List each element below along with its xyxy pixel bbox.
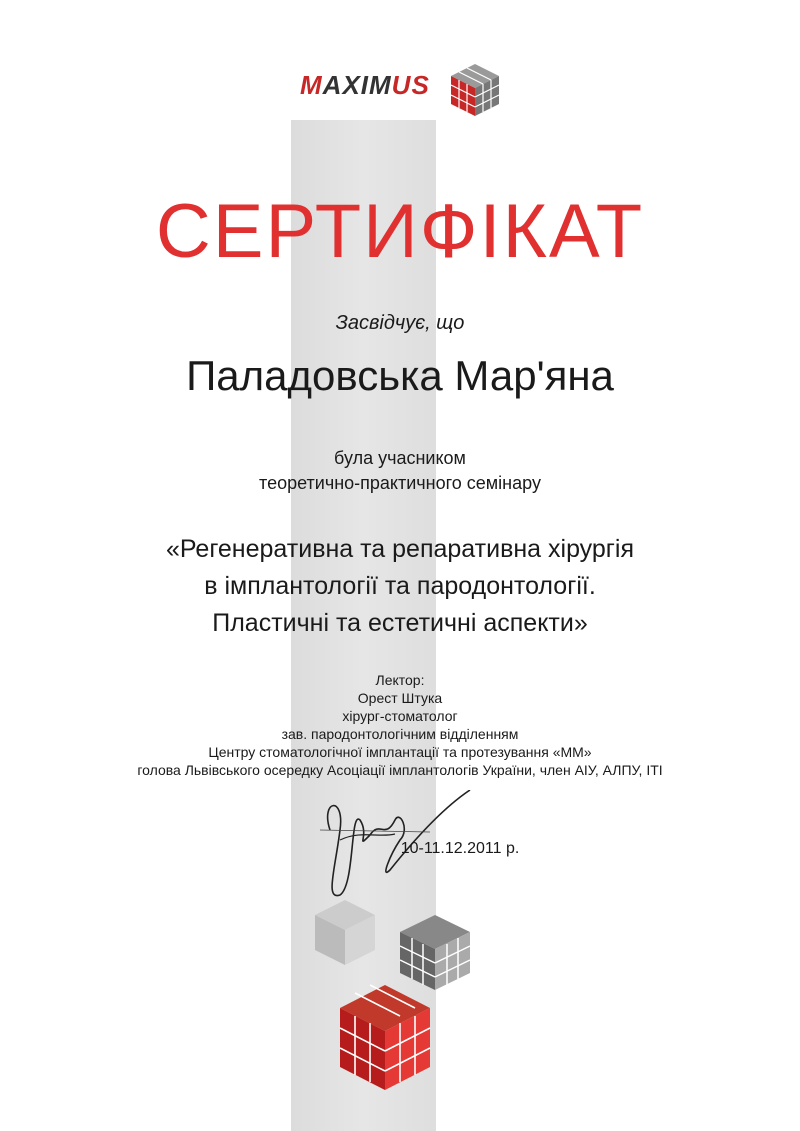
lecturer-position: хірург-стоматолог	[342, 708, 458, 724]
lecturer-label: Лектор:	[375, 672, 425, 688]
topic-line-3: Пластичні та естетичні аспекти»	[212, 609, 588, 637]
lecturer-name: Орест Штука	[357, 690, 443, 706]
decorative-cubes	[300, 880, 500, 1131]
lecturer-department: зав. пародонтологічним відділенням	[281, 726, 519, 742]
topic-line-1: «Регенеративна та репаративна хірургія	[165, 535, 635, 563]
logo-letter-m: M	[300, 70, 323, 100]
certificate-title: СЕРТИФІКАТ	[155, 189, 645, 274]
cube-logo-icon	[445, 60, 505, 120]
lecturer-head: голова Львівського осередку Асоціації імплантологів України, член АІУ, АЛПУ, ІТІ	[137, 762, 663, 778]
seminar-type: теоретично-практичного семінару	[259, 473, 541, 493]
light-cube-icon	[315, 900, 375, 965]
gray-cube-icon	[400, 915, 470, 990]
lecturer-center: Центру стоматологічної імплантації та протезування «ММ»	[208, 744, 592, 760]
participant-text: була учасником	[334, 448, 466, 468]
red-cube-icon	[340, 985, 430, 1090]
recipient-name: Паладовська Мар'яна	[186, 352, 614, 399]
certifies-text: Засвідчує, що	[335, 312, 465, 334]
logo-letters-axim: AXIM	[322, 70, 392, 100]
date: 10-11.12.2011 р.	[400, 840, 520, 857]
maximus-logo	[300, 60, 500, 120]
logo-letters-us: US	[391, 70, 430, 100]
topic-line-2: в імплантології та пародонтології.	[204, 572, 596, 600]
